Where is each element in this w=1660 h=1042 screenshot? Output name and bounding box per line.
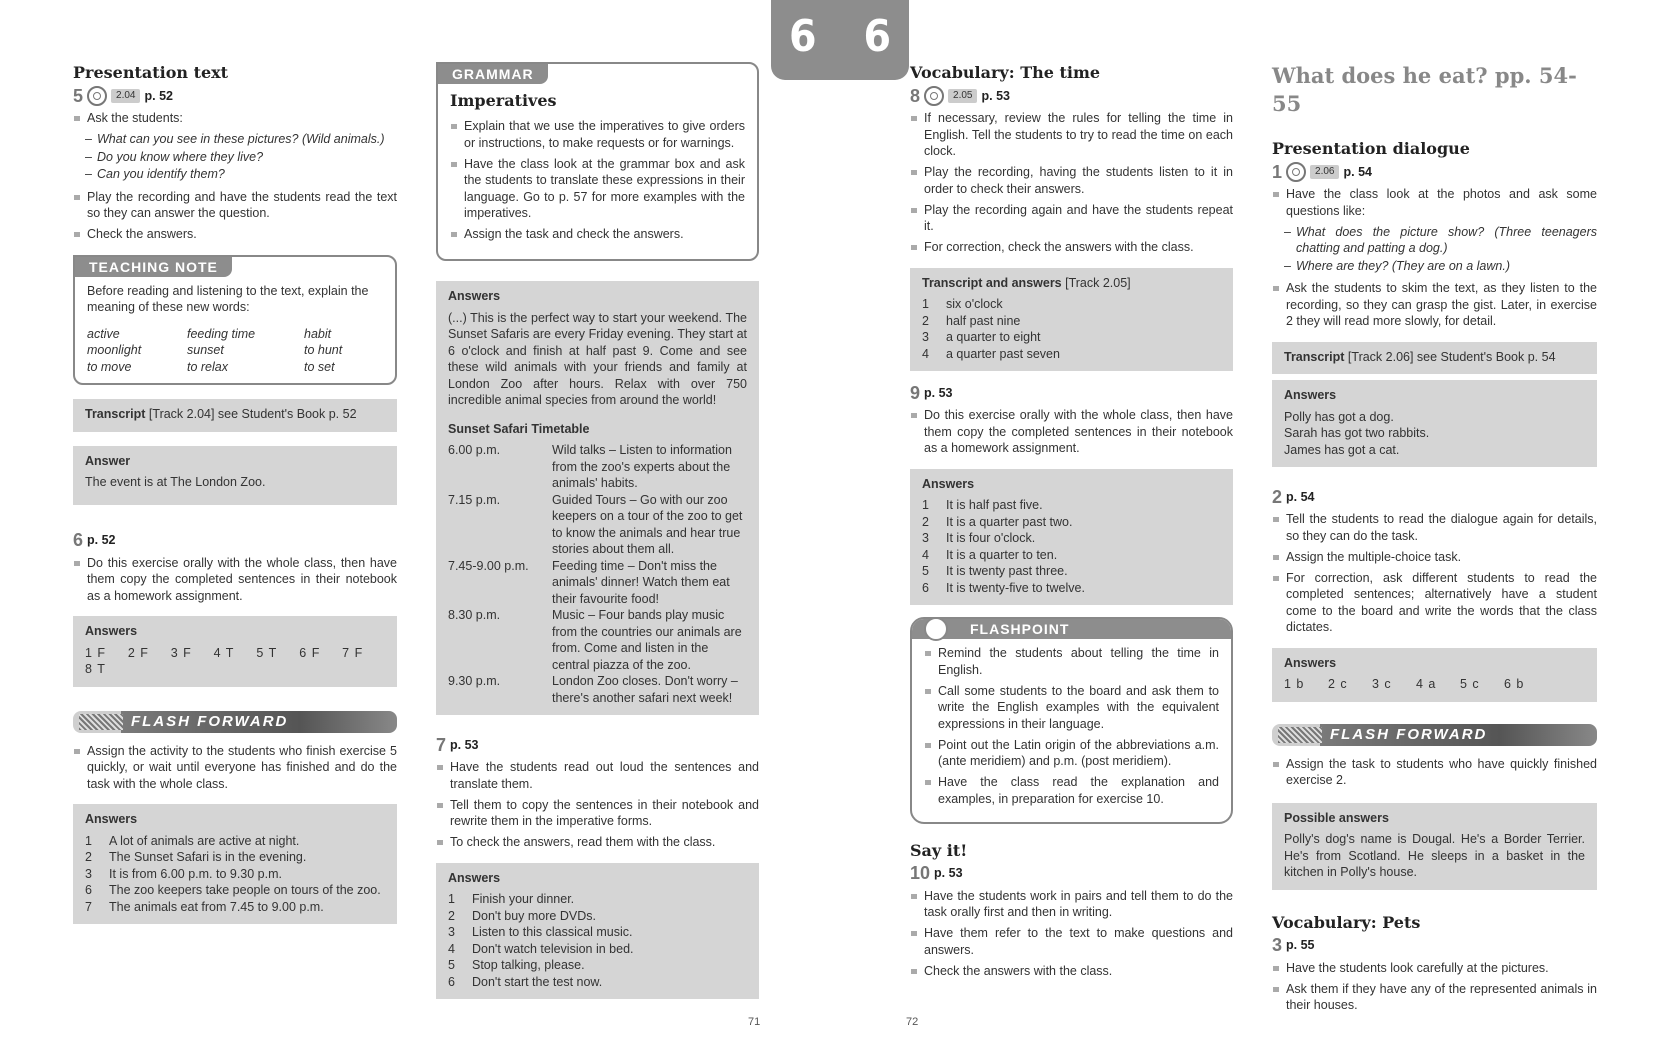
question-list bbox=[1284, 224, 1597, 275]
chapter-tab bbox=[771, 0, 909, 80]
answer-text: The Sunset Safari is in the evening. bbox=[109, 850, 307, 864]
answers-box bbox=[73, 804, 397, 924]
answers-title: Answers bbox=[448, 870, 501, 885]
track-badge: 2.06 bbox=[1310, 165, 1339, 179]
instruction-list bbox=[1272, 280, 1597, 330]
instruction-item: Explain that we use the imperatives to give orders or instructions, to make requests or for warnings. bbox=[450, 118, 745, 151]
vocabulary-words bbox=[87, 326, 383, 376]
transcript-answers-box bbox=[910, 268, 1233, 372]
instruction-list bbox=[73, 743, 397, 793]
instruction-item: Do this exercise orally with the whole class, then have them copy the completed sentences in their notebook as a homework assignment. bbox=[73, 555, 397, 605]
page-ref: p. 54 bbox=[1286, 489, 1315, 504]
answer-line: James has got a cat. bbox=[1284, 442, 1400, 457]
answer-number: 3 bbox=[922, 531, 929, 545]
answer-text: It is a quarter past two. bbox=[946, 514, 1073, 529]
instruction-list bbox=[450, 118, 745, 243]
track-ref: [Track 2.05] bbox=[1065, 275, 1131, 290]
answer-line: Polly has got a dog. bbox=[1284, 409, 1394, 424]
page-ref: p. 53 bbox=[934, 866, 963, 881]
flash-forward-banner bbox=[1272, 724, 1597, 746]
instruction-list bbox=[1272, 960, 1597, 1014]
answer-item: 1 F bbox=[85, 645, 107, 660]
instruction-item: Assign the task to students who have quickly finished exercise 2. bbox=[1272, 756, 1597, 789]
answer-text: half past nine bbox=[946, 313, 1021, 328]
timetable-event: Wild talks – Listen to information from the zoo's experts about the animals' habits. bbox=[552, 443, 732, 490]
section-title: Vocabulary: The time bbox=[910, 63, 1101, 82]
section-title: Vocabulary: Pets bbox=[1272, 912, 1421, 932]
answer-item: 4 T bbox=[213, 645, 235, 660]
exercise-2-header bbox=[1272, 487, 1597, 507]
answer-number: 4 bbox=[448, 941, 455, 956]
question-item: – What can you see in these pictures? (Wild animals.) bbox=[85, 131, 397, 148]
instruction-item: Play the recording again and have the students repeat it. bbox=[910, 202, 1233, 235]
answer-item bbox=[448, 974, 747, 991]
answer-item bbox=[85, 899, 385, 916]
instruction-item: For correction, ask different students to read the completed sentences; alternatively have a student come to the board and write the words that the class dictates. bbox=[1272, 570, 1597, 636]
answer-item bbox=[85, 882, 385, 899]
teaching-note-text: Before reading and listening to the text, explain the meaning of these new words: bbox=[87, 283, 369, 314]
timetable-event: Music – Four bands play music from the countries our animals are from. Come and listen in the central piazza of the zoo. bbox=[552, 608, 742, 672]
question-item: – Where are they? (They are on a lawn.) bbox=[1284, 258, 1597, 275]
answers-text: (...) This is the perfect way to start your weekend. The Sunset Safaris are every Friday evening. They start at 6 o'clock and finish at half past 9. Come and see these wild animals with your friends and family at London Zoo after hours. Relax with over 750 incredible animal species from around the world! bbox=[448, 310, 747, 407]
answers-grid bbox=[85, 645, 385, 678]
answer-number: 1 bbox=[922, 498, 929, 512]
instruction-item: If necessary, review the rules for telling the time in English. Tell the students to try to read the time on each clock. bbox=[910, 110, 1233, 160]
answer-number: 5 bbox=[448, 958, 455, 972]
section-title: Presentation dialogue bbox=[1272, 139, 1470, 158]
answer-number: 6 bbox=[85, 883, 92, 897]
transcript-label: Transcript bbox=[85, 407, 146, 421]
possible-answers-box bbox=[1272, 803, 1597, 890]
instruction-item: Assign the task and check the answers. bbox=[450, 226, 745, 243]
answer-number: 2 bbox=[85, 850, 92, 864]
word: to relax bbox=[187, 359, 228, 374]
timetable-event: Feeding time – Don't miss the animals' dinner! Watch them eat their favourite food! bbox=[552, 558, 730, 606]
answer-text: The animals eat from 7.45 to 9.00 p.m. bbox=[109, 899, 324, 914]
answer-item: 5 T bbox=[256, 645, 278, 660]
question-list bbox=[85, 131, 397, 183]
answer-item: 2 c bbox=[1328, 677, 1348, 691]
instruction-item: To check the answers, read them with the class. bbox=[436, 834, 759, 851]
answer-item bbox=[922, 296, 1221, 313]
lesson-title: What does he eat? pp. 54-55 bbox=[1272, 63, 1577, 116]
answer-text: The zoo keepers take people on tours of the zoo. bbox=[109, 883, 381, 897]
column-4 bbox=[1272, 62, 1597, 1018]
answer-text: It is twenty-five to twelve. bbox=[946, 580, 1085, 595]
instruction-list bbox=[910, 110, 1233, 256]
answer-number: 7 bbox=[85, 899, 92, 914]
flashpoint-tag: FLASHPOINT bbox=[970, 621, 1070, 637]
grammar-box bbox=[436, 62, 759, 261]
answer-item bbox=[85, 833, 385, 850]
transcript-text: [Track 2.06] see Student's Book p. 54 bbox=[1347, 349, 1556, 364]
instruction-item: Tell them to copy the sentences in their notebook and rewrite them in the imperative forms. bbox=[436, 797, 759, 830]
possible-answers-title: Possible answers bbox=[1284, 810, 1389, 825]
page-ref: p. 53 bbox=[450, 737, 479, 752]
instruction-item: Have them refer to the text to make questions and answers. bbox=[910, 925, 1233, 958]
question-item: – Can you identify them? bbox=[85, 166, 397, 183]
column-2 bbox=[436, 62, 759, 1013]
timetable-title: Sunset Safari Timetable bbox=[448, 421, 590, 436]
instruction-item: Have the class look at the grammar box and ask the students to translate these expressions in their language. Go to p. 57 for more examples with the imperatives. bbox=[450, 156, 745, 222]
teaching-note-box bbox=[73, 255, 397, 386]
page-number-left: 71 bbox=[748, 1016, 761, 1028]
answer-text: It is four o'clock. bbox=[946, 531, 1036, 545]
instruction-item: Remind the students about telling the time in English. bbox=[924, 645, 1219, 678]
instruction-list bbox=[910, 407, 1233, 457]
instruction-list bbox=[73, 110, 397, 127]
audio-cd-icon bbox=[924, 86, 944, 106]
answers-box bbox=[1272, 380, 1597, 467]
transcript-answers-header bbox=[922, 275, 1221, 292]
exercise-number: 5 bbox=[73, 85, 84, 106]
exercise-6-header bbox=[73, 531, 397, 551]
audio-cd-icon bbox=[87, 86, 107, 106]
answer-text: Don't buy more DVDs. bbox=[472, 908, 596, 923]
word: to hunt bbox=[304, 343, 343, 357]
answer-line: Sarah has got two rabbits. bbox=[1284, 426, 1430, 440]
instruction-item: Have the class read the explanation and examples, in preparation for exercise 10. bbox=[924, 774, 1219, 807]
possible-answers-text: Polly's dog's name is Dougal. He's a Border Terrier. He's from Scotland. He sleeps in a basket in the kitchen in Polly's house. bbox=[1284, 832, 1585, 879]
answers-list bbox=[85, 833, 385, 916]
answers-box bbox=[436, 863, 759, 1000]
instruction-item: Ask the students: bbox=[73, 110, 397, 127]
grammar-tag: GRAMMAR bbox=[438, 64, 548, 84]
page-ref: p. 52 bbox=[87, 533, 116, 548]
chapter-number-right: 6 bbox=[863, 11, 891, 62]
answer-number: 2 bbox=[922, 514, 929, 529]
page-ref: p. 53 bbox=[981, 88, 1010, 103]
instruction-list bbox=[1272, 511, 1597, 636]
exercise-1-header bbox=[1272, 162, 1597, 182]
answer-number: 4 bbox=[922, 346, 929, 361]
exercise-number: 8 bbox=[910, 85, 921, 106]
question-item: – What does the picture show? (Three teenagers chatting and patting a dog.) bbox=[1284, 224, 1597, 257]
answer-item bbox=[922, 530, 1221, 547]
instruction-item: For correction, check the answers with the class. bbox=[910, 239, 1233, 256]
answer-item bbox=[922, 313, 1221, 330]
instruction-item: Check the answers. bbox=[73, 226, 397, 243]
page-ref: p. 53 bbox=[924, 385, 953, 400]
answers-box bbox=[910, 469, 1233, 606]
instruction-item: Play the recording and have the students read the text so they can answer the question. bbox=[73, 189, 397, 222]
answer-item: 4 a bbox=[1416, 677, 1437, 691]
word: to move bbox=[87, 359, 132, 374]
answer-text: It is a quarter to ten. bbox=[946, 547, 1058, 562]
exercise-number: 1 bbox=[1272, 161, 1283, 182]
answer-text: Finish your dinner. bbox=[472, 892, 575, 906]
exclamation-icon bbox=[924, 617, 948, 641]
instruction-item: Have the students read out loud the sentences and translate them. bbox=[436, 759, 759, 792]
answers-box bbox=[1272, 648, 1597, 702]
answer-item: 7 F bbox=[342, 645, 364, 660]
answer-number: 3 bbox=[448, 925, 455, 939]
teaching-note-tag: TEACHING NOTE bbox=[75, 257, 232, 277]
answer-item bbox=[85, 849, 385, 866]
instruction-item: Assign the activity to the students who finish exercise 5 quickly, or wait until everyone has finished and do the task with the whole class. bbox=[73, 743, 397, 793]
column-1 bbox=[73, 62, 397, 938]
answer-item bbox=[448, 908, 747, 925]
answer-number: 6 bbox=[448, 974, 455, 989]
exercise-10-header bbox=[910, 864, 1233, 884]
exercise-number: 2 bbox=[1272, 486, 1283, 507]
answer-text: six o'clock bbox=[946, 297, 1003, 311]
instruction-item: Have the class look at the photos and ask some questions like: bbox=[1272, 186, 1597, 219]
answer-item bbox=[922, 346, 1221, 363]
instruction-item: Ask the students to skim the text, as they listen to the recording, so they can grasp the gist. Later, in exercise 2 they will read more slowly, for detail. bbox=[1272, 280, 1597, 330]
grammar-title: Imperatives bbox=[450, 91, 557, 110]
exercise-8-header bbox=[910, 86, 1233, 106]
transcript-label: Transcript bbox=[1284, 349, 1345, 364]
timetable-time: 6.00 p.m. bbox=[448, 443, 501, 457]
answer-item: 5 c bbox=[1460, 677, 1480, 691]
column-3 bbox=[910, 62, 1233, 984]
answer-number: 2 bbox=[448, 908, 455, 923]
answers-box bbox=[73, 616, 397, 687]
transcript-box bbox=[73, 399, 397, 432]
answer-item bbox=[922, 329, 1221, 346]
exercise-number: 6 bbox=[73, 530, 84, 551]
page-number-right: 72 bbox=[906, 1016, 919, 1028]
word: sunset bbox=[187, 343, 224, 357]
timetable bbox=[448, 442, 747, 706]
transcript-box bbox=[1272, 342, 1597, 375]
answer-item bbox=[85, 866, 385, 883]
answer-item: 2 F bbox=[127, 645, 149, 660]
flash-forward-banner bbox=[73, 711, 397, 733]
page-ref: p. 55 bbox=[1286, 938, 1315, 953]
page-ref: p. 54 bbox=[1343, 164, 1372, 179]
answers-box bbox=[436, 281, 759, 715]
answers-title: Answers bbox=[448, 289, 501, 303]
instruction-item: Have the students work in pairs and tell them to do the task orally first and then in writing. bbox=[910, 888, 1233, 921]
answer-item: 8 T bbox=[85, 662, 106, 676]
answer-item: 1 b bbox=[1284, 677, 1305, 691]
timetable-event: Guided Tours – Go with our zoo keepers on a tour of the zoo to get to know the animals and hear true stories about them all. bbox=[552, 492, 743, 556]
flash-forward-label: FLASH FORWARD bbox=[1330, 725, 1488, 743]
instruction-item: Ask them if they have any of the represented animals in their houses. bbox=[1272, 981, 1597, 1014]
answer-text: It is twenty past three. bbox=[946, 564, 1068, 578]
instruction-list bbox=[1272, 756, 1597, 789]
answer-title: Answer bbox=[85, 453, 131, 468]
word: to set bbox=[304, 359, 335, 374]
answer-number: 6 bbox=[922, 580, 929, 595]
word: moonlight bbox=[87, 343, 142, 357]
answer-number: 5 bbox=[922, 564, 929, 578]
answer-item bbox=[922, 563, 1221, 580]
flashpoint-header bbox=[912, 619, 1231, 639]
exercise-number: 3 bbox=[1272, 935, 1283, 956]
answer-text: Listen to this classical music. bbox=[472, 925, 633, 939]
question-item: – Do you know where they live? bbox=[85, 149, 397, 166]
answers-title: Answers bbox=[1284, 388, 1337, 402]
answer-number: 1 bbox=[85, 833, 92, 848]
answer-text: A lot of animals are active at night. bbox=[109, 833, 300, 848]
instruction-list bbox=[912, 639, 1231, 807]
instruction-item: Have the students look carefully at the pictures. bbox=[1272, 960, 1597, 977]
answer-text: The event is at The London Zoo. bbox=[85, 475, 266, 489]
answer-text: It is from 6.00 p.m. to 9.30 p.m. bbox=[109, 866, 282, 881]
answer-item bbox=[922, 580, 1221, 597]
answer-item: 3 F bbox=[170, 645, 192, 660]
timetable-time: 7.45-9.00 p.m. bbox=[448, 558, 529, 573]
instruction-item: Point out the Latin origin of the abbreviations a.m. (ante meridiem) and p.m. (post meridiem). bbox=[924, 737, 1219, 770]
flash-forward-label: FLASH FORWARD bbox=[131, 712, 289, 730]
answer-item bbox=[448, 891, 747, 908]
timetable-time: 7.15 p.m. bbox=[448, 492, 501, 507]
answers-grid bbox=[1284, 676, 1585, 693]
answers-title: Answers bbox=[922, 476, 975, 491]
answer-item bbox=[922, 514, 1221, 531]
answer-text: a quarter past seven bbox=[946, 346, 1060, 361]
audio-cd-icon bbox=[1286, 162, 1306, 182]
exercise-3-header bbox=[1272, 936, 1597, 956]
answer-number: 1 bbox=[922, 297, 929, 311]
exercise-9-header bbox=[910, 383, 1233, 403]
instruction-item: Call some students to the board and ask them to write the English examples with the equivalent expressions in their language. bbox=[924, 683, 1219, 733]
answer-text: Don't watch television in bed. bbox=[472, 941, 634, 956]
answer-text: It is half past five. bbox=[946, 498, 1043, 512]
answer-item bbox=[448, 957, 747, 974]
exercise-number: 7 bbox=[436, 734, 447, 755]
word: habit bbox=[304, 326, 332, 341]
instruction-item: Do this exercise orally with the whole class, then have them copy the completed sentences in their notebook as a homework assignment. bbox=[910, 407, 1233, 457]
chapter-number-left: 6 bbox=[789, 11, 817, 62]
answer-number: 3 bbox=[85, 866, 92, 881]
answer-number: 1 bbox=[448, 892, 455, 906]
timetable-time: 8.30 p.m. bbox=[448, 608, 501, 622]
answer-number: 3 bbox=[922, 330, 929, 344]
answers-title: Answers bbox=[85, 624, 138, 638]
word: feeding time bbox=[187, 326, 256, 341]
answer-box bbox=[73, 446, 397, 505]
section-title: Presentation text bbox=[73, 63, 229, 82]
timetable-time: 9.30 p.m. bbox=[448, 674, 501, 688]
answer-text: Don't start the test now. bbox=[472, 974, 603, 989]
answer-text: Stop talking, please. bbox=[472, 958, 585, 972]
answer-item bbox=[922, 547, 1221, 564]
answers-list bbox=[448, 891, 747, 990]
answers-title: Answers bbox=[85, 812, 138, 826]
instruction-list bbox=[436, 759, 759, 851]
instruction-list bbox=[910, 888, 1233, 980]
exercise-5-header bbox=[73, 86, 397, 106]
instruction-item: Check the answers with the class. bbox=[910, 963, 1233, 980]
timetable-event: London Zoo closes. Don't worry – there's another safari next week! bbox=[552, 674, 738, 705]
answer-item: 3 c bbox=[1372, 677, 1392, 691]
answer-number: 4 bbox=[922, 547, 929, 562]
flashpoint-box bbox=[910, 617, 1233, 824]
word: active bbox=[87, 326, 120, 341]
answer-item bbox=[448, 924, 747, 941]
transcript-answers-title: Transcript and answers bbox=[922, 275, 1062, 290]
answer-text: a quarter to eight bbox=[946, 330, 1041, 344]
answers-list bbox=[922, 296, 1221, 362]
answer-item bbox=[448, 941, 747, 958]
answer-item: 6 F bbox=[299, 645, 321, 660]
section-title: Say it! bbox=[910, 840, 968, 860]
instruction-list bbox=[1272, 186, 1597, 219]
exercise-number: 9 bbox=[910, 382, 921, 403]
transcript-text: [Track 2.04] see Student's Book p. 52 bbox=[148, 407, 357, 421]
answers-title: Answers bbox=[1284, 655, 1337, 670]
answer-item: 6 b bbox=[1504, 677, 1525, 691]
instruction-list bbox=[73, 189, 397, 243]
answer-number: 2 bbox=[922, 313, 929, 328]
instruction-item: Assign the multiple-choice task. bbox=[1272, 549, 1597, 566]
track-badge: 2.04 bbox=[111, 89, 140, 103]
answers-list bbox=[922, 497, 1221, 596]
answer-item bbox=[922, 497, 1221, 514]
exercise-7-header bbox=[436, 735, 759, 755]
instruction-list bbox=[73, 555, 397, 605]
instruction-item: Tell the students to read the dialogue again for details, so they can do the task. bbox=[1272, 511, 1597, 544]
instruction-item: Play the recording, having the students listen to it in order to check their answers. bbox=[910, 164, 1233, 197]
track-badge: 2.05 bbox=[948, 89, 977, 103]
page-ref: p. 52 bbox=[144, 88, 173, 103]
exercise-number: 10 bbox=[910, 863, 931, 884]
